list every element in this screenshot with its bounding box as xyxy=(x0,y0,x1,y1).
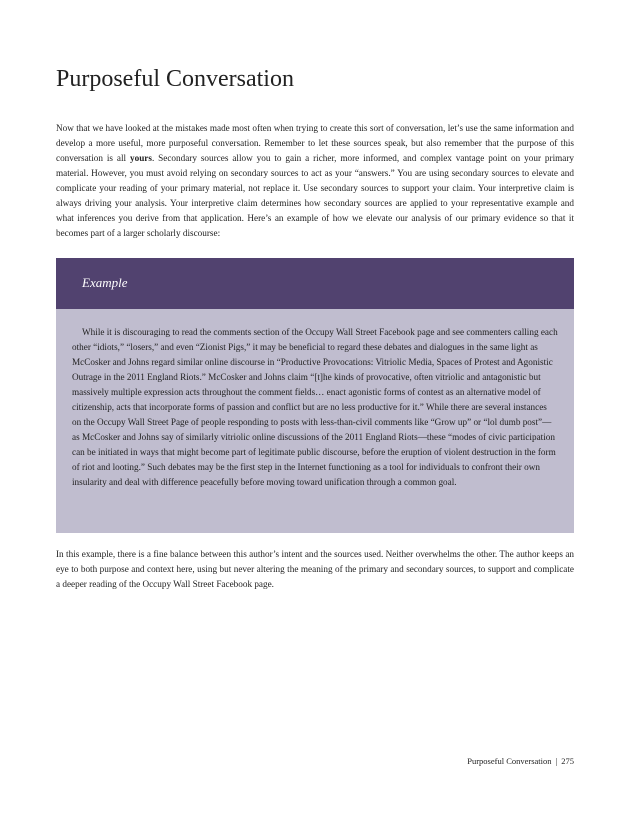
example-heading: Example xyxy=(82,275,128,290)
example-body-text: While it is discouraging to read the comments section of the Occupy Wall Street Facebook page and see commenters calling each other “idiots,” “losers,” and even “Zionist Pigs,” it may be beneficial to regard these debates and dialogues in the same light as McCosker and Johns regard similar online discourse in “Productive Provocations: Vitriolic Media, Spaces of Protest and Agonistic Outrage in the 2011 England Riots.” McCosker and Johns claim “[t]he kinds of provocative, often vitriolic and antagonistic but massively multiple expression acts throughout the comment fields… enact agonistic forms of contest as an alternative model of citizenship, acts that incorporate forms of passion and conflict but are no less productive for it.” While there are several instances on the Occupy Wall Street Page of people responding to posts with less-than-civil comments like “Grow up” or “lol dumb post”—as McCosker and Johns say of similarly vitriolic online discussions of the 2011 England Riots—these “modes of civic participation can be initiated in ways that might become part of legitimate public discourse, before the eruption of violent destruction in the form of riot and looting.” Such debates may be the first step in the Internet functioning as a tool for individuals to confront their own insularity and deal with difference peacefully before moving toward unification through a common goal. xyxy=(72,327,558,487)
example-box xyxy=(56,258,574,533)
running-title: Purposeful Conversation xyxy=(467,756,552,766)
intro-paragraph xyxy=(56,121,574,241)
example-header xyxy=(56,258,574,309)
page-footer xyxy=(467,756,574,766)
intro-bold-word: yours xyxy=(130,153,152,163)
page-number: 275 xyxy=(561,756,574,766)
footer-separator: | xyxy=(555,756,558,766)
intro-text-start: Now that we have looked at the mistakes made most often when trying to create this sort of conversation, let’s use the same information and develop a more useful, more purposeful conversation. Remember to let these sources speak, but also remember that the purpose of this conversation is all xyxy=(56,123,574,163)
closing-paragraph: In this example, there is a fine balance between this author’s intent and the sources used. Neither overwhelms the other. The author keeps an eye to both purpose and context here, using but never altering the meaning of the primary and secondary sources, to support and complicate a deeper reading of the Occupy Wall Street Facebook page. xyxy=(56,549,574,589)
page-title: Purposeful Conversation xyxy=(56,66,294,92)
intro-text-end: . Secondary sources allow you to gain a richer, more informed, and complex vantage point on your primary material. However, you must avoid relying on secondary sources to act as your “answers.” You are using secondary sources to elevate and complicate your reading of your primary material, not replace it. Use secondary sources to support your claim. Your interpretive claim is always driving your analysis. Your interpretive claim determines how secondary sources are applied to your representative example and what inferences you derive from that application. Here’s an example of how we elevate our analysis of our primary evidence so that it becomes part of a larger scholarly discourse: xyxy=(56,153,574,238)
